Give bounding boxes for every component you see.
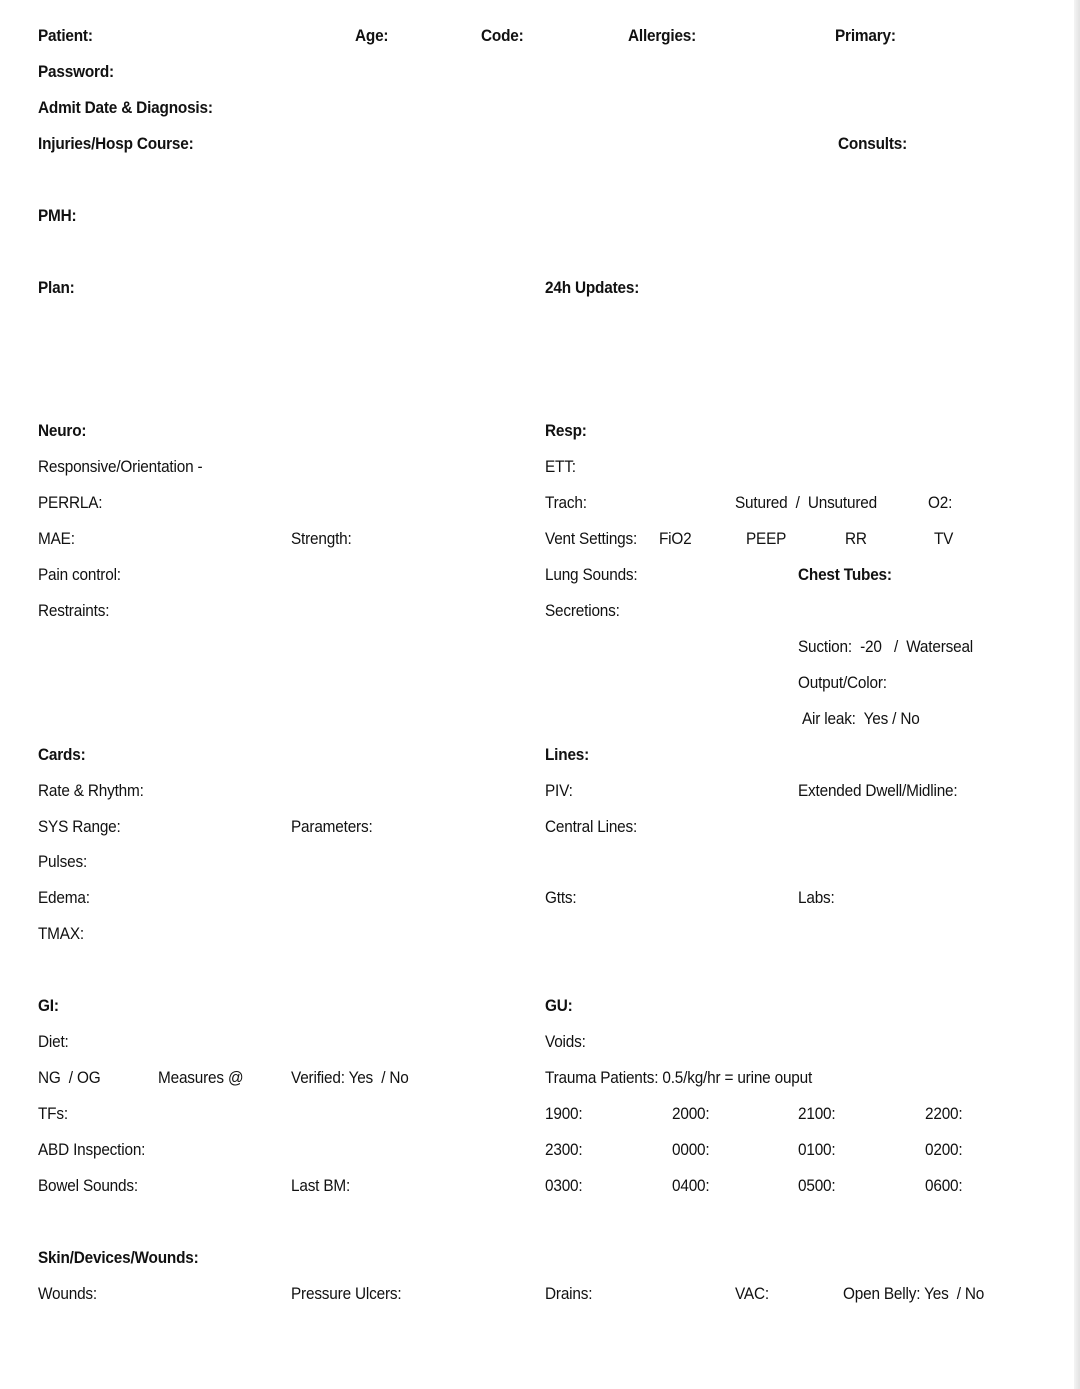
- rate-rhythm-label: Rate & Rhythm:: [38, 782, 144, 800]
- hour-2300-label: 2300:: [545, 1141, 583, 1159]
- tfs-label: TFs:: [38, 1105, 68, 1123]
- output-color-label: Output/Color:: [798, 674, 887, 692]
- allergies-label: Allergies:: [628, 27, 697, 45]
- chest-tubes-heading: Chest Tubes:: [798, 566, 892, 584]
- mae-label: MAE:: [38, 530, 75, 548]
- hour-0100-label: 0100:: [798, 1141, 836, 1159]
- parameters-label: Parameters:: [291, 818, 373, 836]
- sutured-option: Sutured / Unsutured: [735, 494, 877, 512]
- hour-0000-label: 0000:: [672, 1141, 710, 1159]
- peep-label: PEEP: [746, 530, 787, 548]
- hour-0500-label: 0500:: [798, 1177, 836, 1195]
- ett-label: ETT:: [545, 458, 576, 476]
- last-bm-label: Last BM:: [291, 1177, 351, 1195]
- secretions-label: Secretions:: [545, 602, 620, 620]
- neuro-heading: Neuro:: [38, 422, 87, 440]
- pain-control-label: Pain control:: [38, 566, 121, 584]
- consults-label: Consults:: [838, 135, 908, 153]
- password-label: Password:: [38, 63, 114, 81]
- ng-og-label: NG / OG: [38, 1069, 101, 1087]
- hour-1900-label: 1900:: [545, 1105, 583, 1123]
- code-label: Code:: [481, 27, 524, 45]
- o2-label: O2:: [928, 494, 953, 512]
- tmax-label: TMAX:: [38, 925, 84, 943]
- rr-label: RR: [845, 530, 867, 548]
- bowel-sounds-label: Bowel Sounds:: [38, 1177, 138, 1195]
- sys-range-label: SYS Range:: [38, 818, 121, 836]
- open-belly-label: Open Belly: Yes / No: [843, 1285, 985, 1303]
- injuries-hosp-course-label: Injuries/Hosp Course:: [38, 135, 194, 153]
- abd-inspection-label: ABD Inspection:: [38, 1141, 146, 1159]
- drains-label: Drains:: [545, 1285, 593, 1303]
- measures-label: Measures @: [158, 1069, 244, 1087]
- vent-settings-label: Vent Settings:: [545, 530, 638, 548]
- hour-2000-label: 2000:: [672, 1105, 710, 1123]
- gu-heading: GU:: [545, 997, 573, 1015]
- lung-sounds-label: Lung Sounds:: [545, 566, 638, 584]
- diet-label: Diet:: [38, 1033, 69, 1051]
- responsive-orientation-label: Responsive/Orientation -: [38, 458, 203, 476]
- hour-2200-label: 2200:: [925, 1105, 963, 1123]
- wounds-label: Wounds:: [38, 1285, 97, 1303]
- pressure-ulcers-label: Pressure Ulcers:: [291, 1285, 402, 1303]
- strength-label: Strength:: [291, 530, 352, 548]
- hour-0200-label: 0200:: [925, 1141, 963, 1159]
- updates-label: 24h Updates:: [545, 279, 640, 297]
- pulses-label: Pulses:: [38, 853, 88, 871]
- hour-0600-label: 0600:: [925, 1177, 963, 1195]
- verified-label: Verified: Yes / No: [291, 1069, 409, 1087]
- primary-label: Primary:: [835, 27, 896, 45]
- trach-label: Trach:: [545, 494, 587, 512]
- air-leak-label: Air leak: Yes / No: [802, 710, 920, 728]
- hour-0400-label: 0400:: [672, 1177, 710, 1195]
- cards-heading: Cards:: [38, 746, 86, 764]
- voids-label: Voids:: [545, 1033, 586, 1051]
- suction-label: Suction: -20 / Waterseal: [798, 638, 974, 656]
- plan-label: Plan:: [38, 279, 75, 297]
- admit-diagnosis-label: Admit Date & Diagnosis:: [38, 99, 213, 117]
- fio2-label: FiO2: [659, 530, 692, 548]
- skin-devices-wounds-heading: Skin/Devices/Wounds:: [38, 1249, 199, 1267]
- restraints-label: Restraints:: [38, 602, 110, 620]
- gi-heading: GI:: [38, 997, 59, 1015]
- page-edge: [1074, 0, 1080, 1389]
- edema-label: Edema:: [38, 889, 90, 907]
- extended-dwell-label: Extended Dwell/Midline:: [798, 782, 958, 800]
- perrla-label: PERRLA:: [38, 494, 103, 512]
- vac-label: VAC:: [735, 1285, 769, 1303]
- resp-heading: Resp:: [545, 422, 587, 440]
- piv-label: PIV:: [545, 782, 573, 800]
- tv-label: TV: [934, 530, 954, 548]
- trauma-urine-note: Trauma Patients: 0.5/kg/hr = urine ouput: [545, 1069, 813, 1087]
- labs-label: Labs:: [798, 889, 835, 907]
- hour-2100-label: 2100:: [798, 1105, 836, 1123]
- hour-0300-label: 0300:: [545, 1177, 583, 1195]
- central-lines-label: Central Lines:: [545, 818, 638, 836]
- pmh-label: PMH:: [38, 207, 77, 225]
- lines-heading: Lines:: [545, 746, 590, 764]
- patient-label: Patient:: [38, 27, 93, 45]
- gtts-label: Gtts:: [545, 889, 577, 907]
- age-label: Age:: [355, 27, 389, 45]
